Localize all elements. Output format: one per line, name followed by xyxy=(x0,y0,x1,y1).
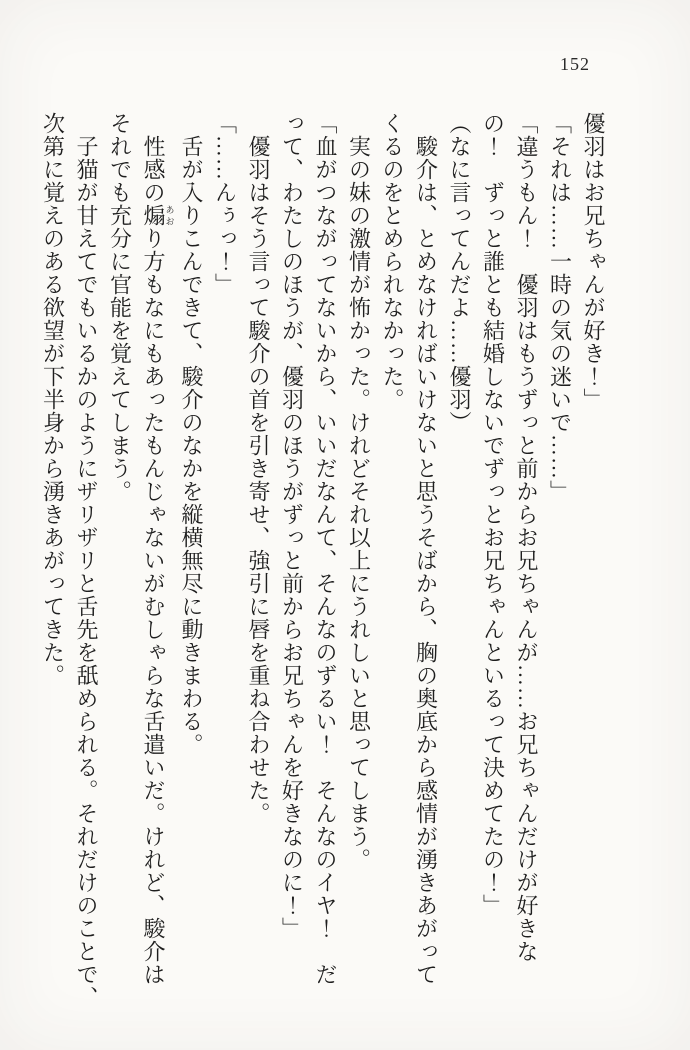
text-line: それでも充分に官能を覚えてしまう。 xyxy=(107,112,133,503)
text-line: 「それは……一時の気の迷いで……」 xyxy=(547,112,573,503)
text-line: 駿介は、とめなければいけないと思うそばから、胸の奥底から感情が湧きあがって xyxy=(413,135,439,986)
text-line: 子猫が甘えてでもいるかのようにザリザリと舌先を舐められる。それだけのことで、 xyxy=(74,135,99,1009)
text-line: の！ ずっと誰とも結婚しないでずっとお兄ちゃんといるって決めてたの！」 xyxy=(480,112,506,917)
text-line: （なに言ってんだよ……優羽） xyxy=(447,112,472,434)
text-line: 優羽はそう言って駿介の首を引き寄せ、強引に唇を重ね合わせた。 xyxy=(246,135,271,825)
text-line: 実の妹の激情が怖かった。けれどそれ以上にうれしいと思ってしまう。 xyxy=(346,135,372,871)
text-line: 「血がつながってないから、いいだなんて、そんなのずるい！ そんなのイヤ！ だ xyxy=(313,112,338,986)
text-line: 優羽はお兄ちゃんが好き！」 xyxy=(581,112,606,411)
text-line: 次第に覚えのある欲望が下半身から湧きあがってきた。 xyxy=(40,112,66,687)
text-line: 性感の煽あおり方もなにもあったもんじゃないがむしゃらな舌遣いだ。けれど、駿介は xyxy=(141,135,175,986)
text-line: 「違うもん！ 優羽はもうずっと前からお兄ちゃんが……お兄ちゃんだけが好きな xyxy=(514,112,539,963)
text-line: 舌が入りこんできて、駿介のなかを縦横無尽に動きまわる。 xyxy=(179,135,204,756)
page-number: 152 xyxy=(560,54,590,74)
page-text xyxy=(36,112,610,1017)
text-line: って、わたしのほうが、優羽のほうがずっと前からお兄ちゃんを好きなのに！」 xyxy=(279,112,305,940)
text-line: 「……んぅっ！」 xyxy=(212,112,238,296)
text-line: くるのをとめられなかった。 xyxy=(380,112,405,411)
